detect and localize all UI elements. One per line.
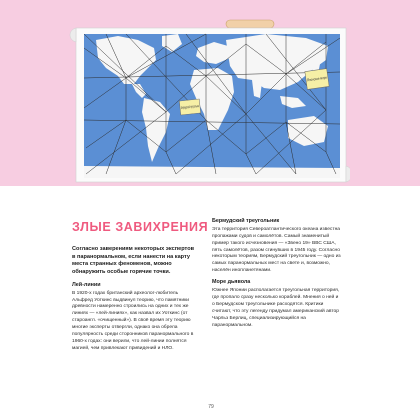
bermuda-heading: Бермудский треугольник [212, 218, 280, 224]
devil-sea-label: Японское море [306, 74, 334, 83]
bermuda-text: Эта территория Североатлантического океана известна пропажами судов и самолётов. Самый знаменитый пример такого исчезновения — «Звено 19» ВВС США, пять самолётов, разом сгинувших в 1945 году. Согласно некоторым теориям, Бермудский треугольник — одно из самых паранормальных мест на свете и, возможно, населён инопланетянами. [212, 226, 341, 274]
white-page-area [0, 186, 420, 420]
scroll-tie [226, 20, 274, 28]
devil-sea-text: Южнее Японии располагается треугольная территория, где пропало сразу несколько кораблей. Мнения о ней и о Бермудском треугольнике расходятся. Критики считают, что эту легенду придумал американский автор Чарльз Берлиц, специализирующийся на паранормальном. [212, 288, 340, 328]
devil-sea-marker [305, 69, 334, 90]
bermuda-triangle-marker [179, 99, 200, 115]
page-number: 79 [208, 404, 214, 410]
section-title: ЗЛЫЕ ЗАВИХРЕНИЯ [72, 220, 209, 234]
world-map-scroll [66, 18, 350, 186]
ley-lines-heading: Лей-линии [72, 281, 101, 288]
lead-paragraph: Согласно заверениям некоторых экспертов в паранормальном, если нанести на карту места странных феноменов, можно обнаружить особые горячие точки. [72, 246, 195, 276]
devil-sea-heading: Море дьявола [212, 279, 251, 286]
ley-lines-text: В 1920-х годах британский археолог-любитель Альфред Уоткинс выдвинул теорию, что памятники древности намеренно строились на одних и тех же линиях — «лей-линиях», как назвал их Уоткинс (от староангл. «очищенный»). В своё время эту теорию многие эксперты отвергли, однако она обрела популярность среди сторонников паранормального в 1960-х годах: они верили, что лей-линии полнятся магией, чем привлекают привидений и НЛО. [72, 290, 194, 352]
left-column [72, 246, 197, 357]
right-column [212, 215, 342, 334]
world-map-illustration [66, 18, 350, 186]
